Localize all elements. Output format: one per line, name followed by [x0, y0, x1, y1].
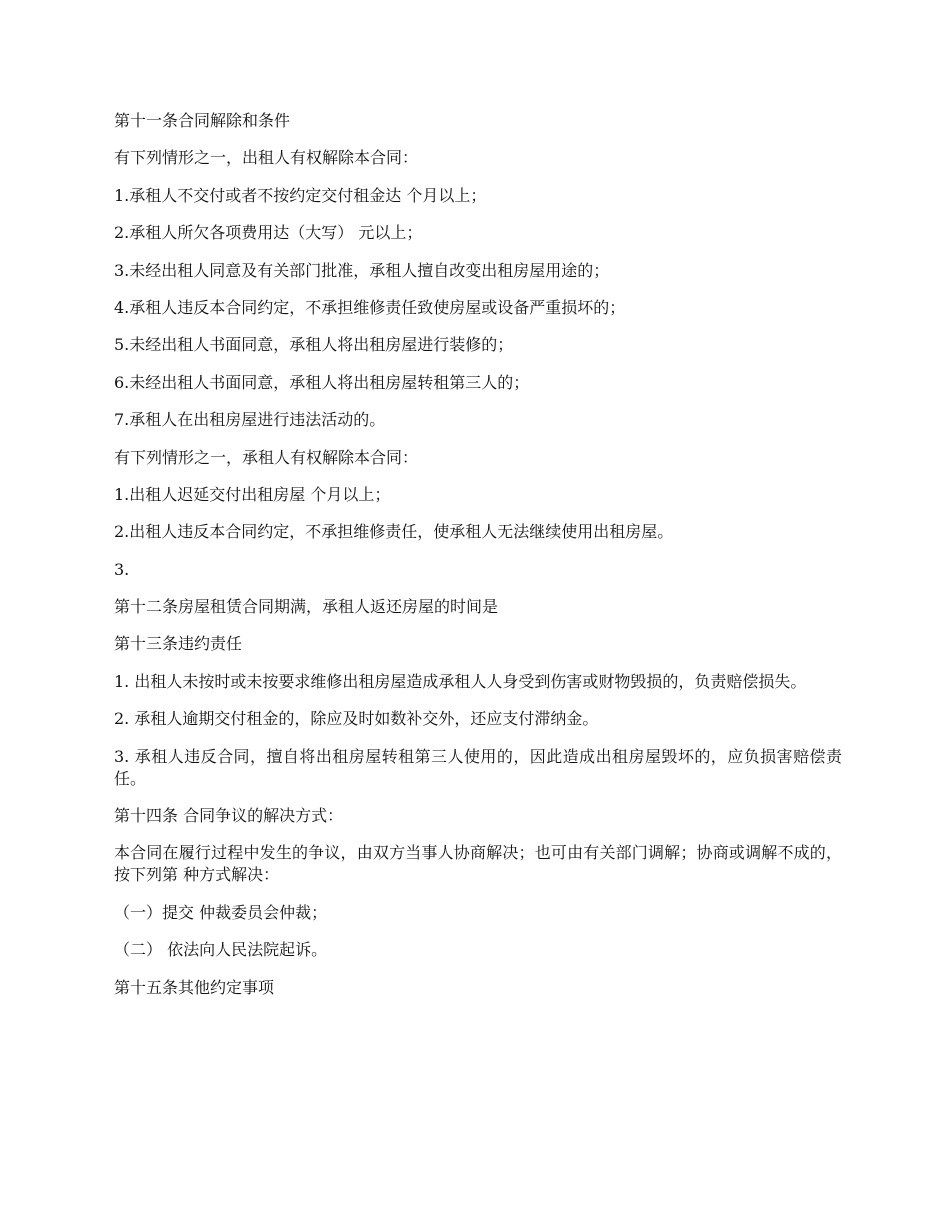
lessee-clause-3: 3. — [114, 559, 130, 579]
dispute-resolution-text: 本合同在履行过程中发生的争议，由双方当事人协商解决；也可由有关部门调解；协商或调解不成的，按下列第 种方式解决： — [114, 843, 842, 885]
lessee-termination-intro: 有下列情形之一，承租人有权解除本合同： — [114, 447, 419, 467]
lessor-termination-intro: 有下列情形之一，出租人有权解除本合同： — [114, 148, 419, 168]
dispute-option-court: （二） 依法向人民法院起诉。 — [114, 940, 328, 960]
lessor-clause-1: 1.承租人不交付或者不按约定交付租金达 个月以上； — [114, 185, 487, 205]
article-14-heading: 第十四条 合同争议的解决方式： — [114, 806, 344, 826]
lessor-clause-4: 4.承租人违反本合同约定，不承担维修责任致使房屋或设备严重损坏的； — [114, 297, 626, 317]
lessee-clause-1: 1.出租人迟延交付出租房屋 个月以上； — [114, 484, 391, 504]
article-13-heading: 第十三条违约责任 — [114, 634, 243, 654]
lessor-clause-7: 7.承租人在出租房屋进行违法活动的。 — [114, 410, 386, 430]
article-11-heading: 第十一条合同解除和条件 — [114, 111, 291, 130]
lessor-clause-6: 6.未经出租人书面同意，承租人将出租房屋转租第三人的； — [114, 372, 530, 392]
lessee-clause-2: 2.出租人违反本合同约定，不承担维修责任，使承租人无法继续使用出租房屋。 — [114, 522, 674, 542]
dispute-option-arbitration: （一）提交 仲裁委员会仲裁； — [114, 902, 328, 922]
document-page — [114, 110, 842, 1014]
lessor-clause-2: 2.承租人所欠各项费用达（大写） 元以上； — [114, 223, 423, 243]
lessor-clause-5: 5.未经出租人书面同意，承租人将出租房屋进行装修的； — [114, 335, 514, 355]
lessor-clause-3: 3.未经出租人同意及有关部门批准，承租人擅自改变出租房屋用途的； — [114, 260, 610, 280]
article-12-heading: 第十二条房屋租赁合同期满，承租人返还房屋的时间是 — [114, 597, 499, 617]
liability-clause-2: 2. 承租人逾期交付租金的，除应及时如数补交外，还应支付滞纳金。 — [114, 709, 599, 729]
article-15-heading: 第十五条其他约定事项 — [114, 977, 275, 997]
liability-clause-3: 3. 承租人违反合同，擅自将出租房屋转租第三人使用的，因此造成出租房屋毁坏的，应负损害赔偿责任。 — [114, 746, 842, 788]
liability-clause-1: 1. 出租人未按时或未按要求维修出租房屋造成承租人人身受到伤害或财物毁损的，负责赔偿损失。 — [114, 671, 807, 691]
